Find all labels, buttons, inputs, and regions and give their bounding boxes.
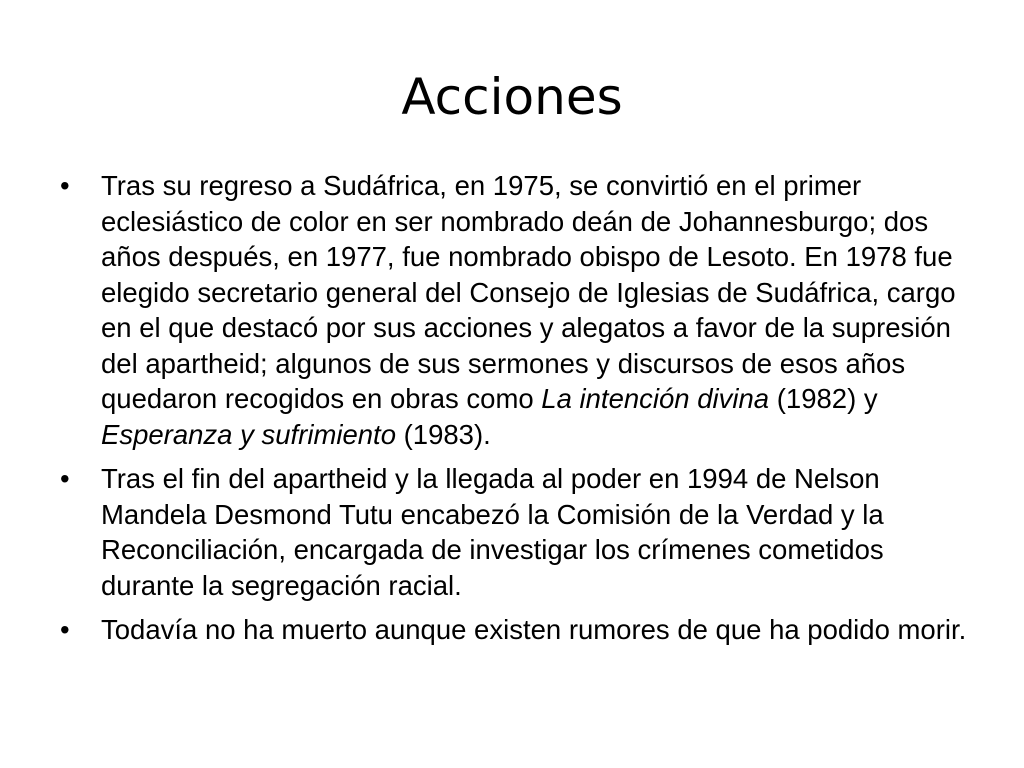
bullet-text: Todavía no ha muerto aunque existen rumores de que ha podido morir. (101, 614, 967, 645)
bullet-text: Tras el fin del apartheid y la llegada al poder en 1994 de Nelson Mandela Desmond Tutu encabezó la Comisión de la Verdad y la Reconciliación, encargada de investigar los crímenes cometidos durante la segregación racial. (101, 463, 884, 601)
bullet-marker: • (60, 614, 70, 645)
slide-title: Acciones (401, 68, 623, 126)
bullet-marker: • (60, 170, 70, 201)
book-title-la-intencion-divina: La intención divina (541, 383, 770, 414)
book-title-esperanza-y-sufrimiento: Esperanza y sufrimiento (101, 418, 396, 450)
bullet-item-1 (60, 168, 970, 452)
bullet-item-2 (60, 461, 970, 603)
bullet-marker: • (60, 463, 70, 494)
bullet-item-3 (60, 612, 970, 648)
bullet-text: (1983). (396, 418, 491, 450)
slide-body (60, 168, 970, 657)
bullet-text: Tras su regreso a Sudáfrica, en 1975, se convirtió en el primer eclesiástico de color en ser nombrado deán de Johannesburgo; dos años después, en 1977, fue nombrado obispo de Lesoto. En 1978 fue elegido secretario general del Consejo de Iglesias de Sudáfrica, cargo en el que destacó por sus acciones y alegatos a favor de la supresión del apartheid; algunos de sus sermones y discursos de esos años quedaron recogidos en obras como (101, 170, 956, 414)
bullet-text: (1982) y (769, 383, 878, 414)
